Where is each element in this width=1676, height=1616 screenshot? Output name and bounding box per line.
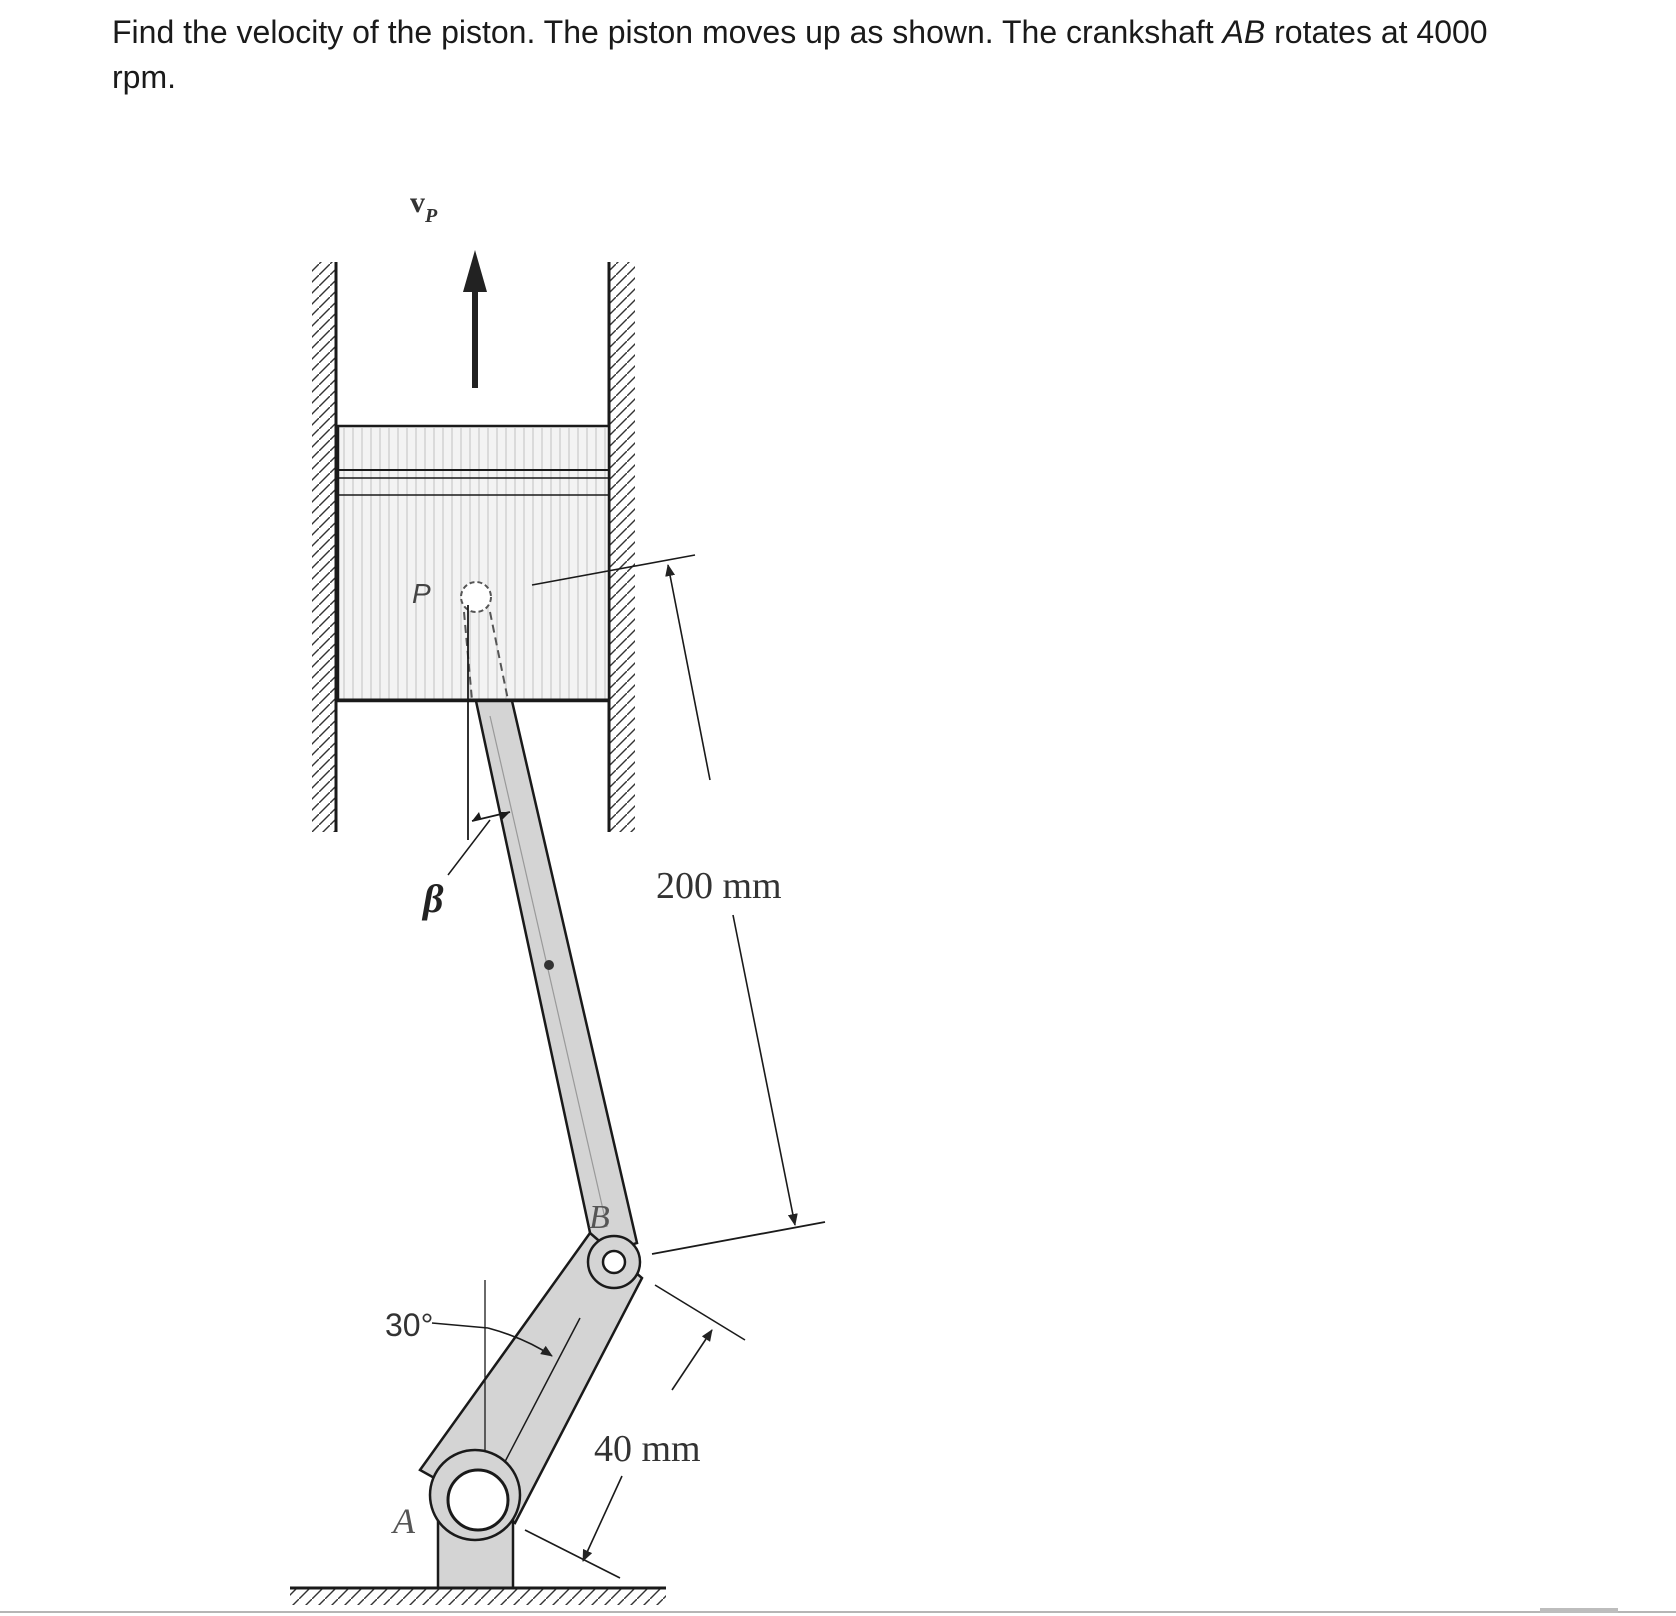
problem-text-end: rotates at 4000 rpm.: [112, 14, 1488, 95]
problem-ab: AB: [1222, 14, 1266, 50]
dim-200mm-label: 200 mm: [656, 865, 782, 907]
piston: [338, 426, 609, 701]
scrollbar-stub: [1540, 1608, 1618, 1613]
velocity-label: $v_P$: [410, 186, 438, 227]
piston-pin-p: [461, 582, 491, 612]
cylinder-right-wall: [609, 262, 635, 832]
pin-a: [448, 1470, 508, 1530]
point-b-label: B: [589, 1199, 610, 1236]
page-bottom-rule: [0, 1611, 1676, 1613]
joint-b-pin: [603, 1251, 625, 1273]
cylinder-left-wall: [312, 262, 336, 832]
problem-text-start: Find the velocity of the piston. The piston moves up as shown. The crankshaft: [112, 14, 1223, 50]
ground: [290, 1588, 666, 1605]
piston-velocity-arrow: [463, 250, 487, 388]
point-a-label: A: [393, 1501, 415, 1541]
rod-edge-detail: [490, 716, 607, 1227]
rod-center-of-mass-dot: [544, 960, 554, 970]
point-p-label: P: [412, 578, 431, 609]
beta-label: β: [423, 876, 444, 921]
angle-30-label: 30°: [385, 1307, 434, 1343]
dim-40mm-label: 40 mm: [594, 1428, 701, 1470]
